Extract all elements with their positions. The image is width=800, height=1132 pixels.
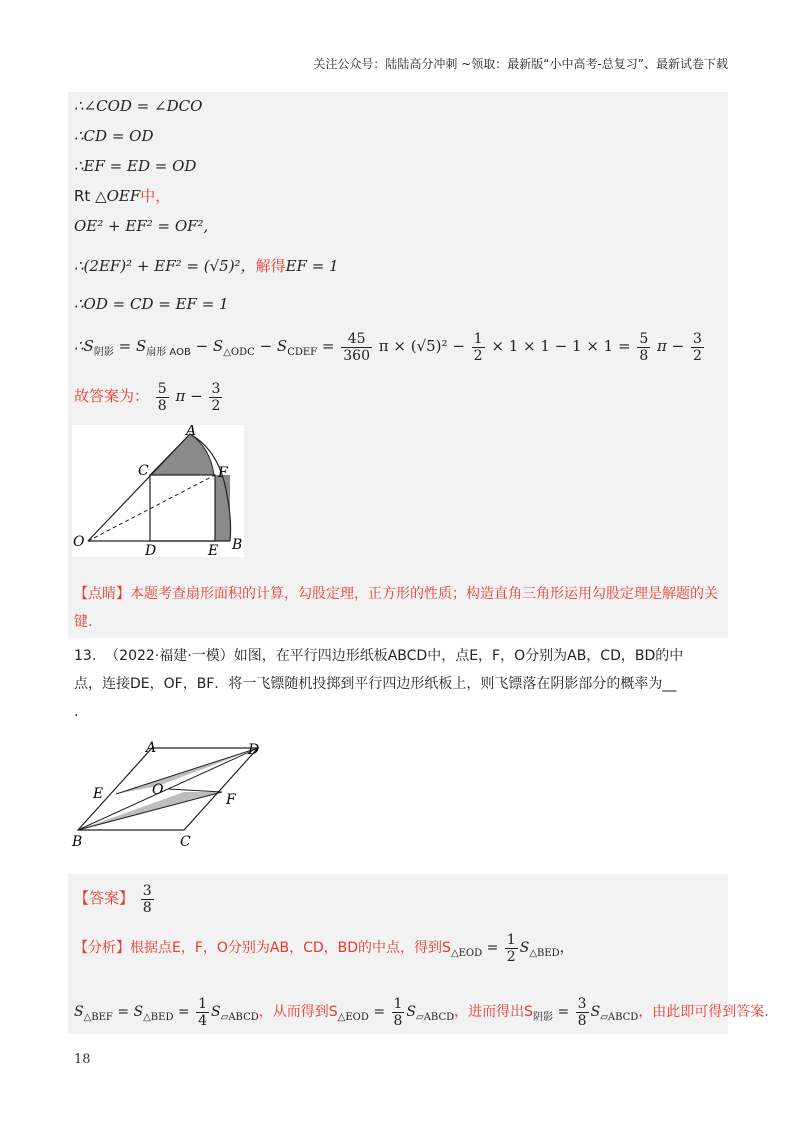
sub-bef: △BEF bbox=[83, 1011, 113, 1023]
answer-pi: π − bbox=[175, 387, 203, 405]
s-tri: − S bbox=[195, 337, 224, 355]
analysis-line-1 bbox=[74, 930, 574, 972]
s-abcd-1: S bbox=[211, 1004, 221, 1020]
solution-line-4 bbox=[74, 186, 170, 206]
frac-den: 8 bbox=[577, 1012, 587, 1029]
rt-label: Rt bbox=[74, 187, 91, 205]
sub-abcd-1: ▱ABCD bbox=[220, 1011, 259, 1023]
fraction-quarter bbox=[196, 996, 209, 1029]
question-source: （2022·福建·一模） bbox=[105, 648, 234, 664]
frac-num: 5 bbox=[157, 380, 167, 397]
label-a: A bbox=[186, 425, 197, 439]
frac-den: 2 bbox=[506, 948, 516, 965]
label-b: B bbox=[232, 537, 243, 553]
sub-bed: △BED bbox=[529, 947, 560, 959]
label-f: F bbox=[218, 465, 228, 481]
frac-den: 2 bbox=[693, 347, 702, 364]
page-number: 18 bbox=[74, 1052, 91, 1067]
result-6: EF = 1 bbox=[285, 257, 339, 275]
fraction-eighth bbox=[392, 996, 405, 1029]
question-text-2: 点，连接DE，OF，BF．将一飞镖随机投掷到平行四边形纸板上，则飞镖落在阴影部分的概率为__ bbox=[74, 676, 677, 692]
fraction-3-2 bbox=[691, 331, 704, 364]
sector-figure bbox=[72, 425, 244, 557]
eq-2: = bbox=[177, 1004, 190, 1020]
label-f: F bbox=[226, 792, 236, 808]
sub-sector: 扇形 AOB bbox=[146, 347, 191, 358]
analysis-text-3: ，进而得出S bbox=[454, 1004, 534, 1020]
label-d: D bbox=[248, 742, 260, 758]
frac-den: 360 bbox=[343, 347, 370, 364]
eq-sign: = bbox=[321, 337, 335, 355]
answer-line bbox=[74, 378, 224, 414]
s-bed: S bbox=[519, 940, 530, 956]
label-o: O bbox=[152, 782, 164, 798]
s-abcd-2: S bbox=[406, 1004, 417, 1020]
frac-den: 8 bbox=[639, 347, 649, 364]
eq: = bbox=[486, 940, 499, 956]
frac-num: 1 bbox=[506, 931, 516, 948]
s-shadow: ∴S bbox=[74, 337, 94, 355]
equation-6: ∴(2EF)² + EF² = (√5)²， bbox=[74, 257, 256, 275]
analysis-text-2: ，从而得到S bbox=[258, 1004, 338, 1020]
label-d: D bbox=[145, 543, 157, 557]
s-bef: S bbox=[74, 1004, 84, 1020]
s-sector: = S bbox=[118, 337, 147, 355]
sub-shadow: 阴影 bbox=[93, 347, 114, 358]
label-c: C bbox=[180, 834, 191, 850]
sub-eod-2: △EOD bbox=[337, 1011, 369, 1023]
s-abcd-3: S bbox=[590, 1004, 601, 1020]
solution-line-2: ∴CD = OD bbox=[74, 127, 154, 145]
triangle-label: △OEF bbox=[95, 187, 141, 205]
question-line-1 bbox=[74, 642, 724, 670]
label-a: A bbox=[146, 740, 157, 756]
answer-fraction-3-2 bbox=[209, 381, 222, 414]
sub-abcd-3: ▱ABCD bbox=[600, 1011, 639, 1023]
label-e: E bbox=[93, 786, 104, 802]
frac-den: 2 bbox=[211, 397, 221, 414]
pi-minus: π − bbox=[657, 337, 685, 355]
analysis-tag: 【分析】 bbox=[74, 940, 130, 956]
frac-num: 3 bbox=[142, 882, 152, 899]
answer-label: 故答案为： bbox=[74, 387, 150, 405]
s-bed-2: = S bbox=[117, 1004, 144, 1020]
frac-num: 1 bbox=[393, 995, 403, 1012]
frac-den: 8 bbox=[393, 1012, 403, 1029]
frac-den: 8 bbox=[142, 899, 152, 916]
sub-bed-2: △BED bbox=[143, 1011, 174, 1023]
eq-3: = bbox=[373, 1004, 386, 1020]
answer-fraction bbox=[141, 883, 154, 916]
frac-num: 3 bbox=[211, 380, 221, 397]
zhong-label: 中， bbox=[140, 187, 171, 205]
sub-tri: △ODC bbox=[223, 347, 255, 358]
solution-line-3: ∴EF = ED = OD bbox=[74, 157, 197, 175]
question-text-3: . bbox=[74, 704, 79, 720]
solution-line-5: OE² + EF² = OF², bbox=[74, 217, 209, 235]
analysis-line-2 bbox=[74, 994, 769, 1036]
frac-num: 3 bbox=[693, 330, 702, 347]
solution-line-8 bbox=[74, 328, 706, 371]
frac-den: 2 bbox=[473, 347, 483, 364]
frac-num: 3 bbox=[577, 995, 587, 1012]
question-13 bbox=[74, 642, 724, 726]
label-o: O bbox=[73, 534, 85, 550]
segment-of bbox=[168, 789, 222, 792]
parallelogram-figure bbox=[68, 738, 268, 850]
comment-text: 本题考查扇形面积的计算，勾股定理，正方形的性质；构造直角三角形运用勾股定理是解题的关键. bbox=[74, 586, 718, 630]
sub-eod: △EOD bbox=[450, 947, 483, 959]
fraction-1-2 bbox=[472, 331, 485, 364]
comma: ， bbox=[559, 940, 574, 956]
analysis-text-1: 根据点E，F，O分别为AB，CD，BD的中点，得到S bbox=[130, 940, 451, 956]
sub-sq: CDEF bbox=[287, 347, 318, 358]
page-header: 关注公众号：陆陆高分冲刺 ~领取：最新版“小中高考-总复习”、最新试卷下载 bbox=[313, 57, 728, 71]
question-text-1: 如图，在平行四边形纸板ABCD中，点E，F，O分别为AB，CD，BD的中 bbox=[233, 648, 684, 664]
frac-num: 1 bbox=[198, 995, 208, 1012]
comment-tag: 【点睛】 bbox=[74, 586, 130, 602]
mid-expr: π × (√5)² − bbox=[378, 337, 465, 355]
frac-den: 4 bbox=[198, 1012, 208, 1029]
comment-paragraph bbox=[74, 580, 724, 636]
solve-label: 解得 bbox=[255, 257, 286, 275]
eq-4: = bbox=[557, 1004, 570, 1020]
fraction-45-360 bbox=[341, 331, 372, 364]
solution-line-1: ∴∠COD = ∠DCO bbox=[74, 97, 203, 115]
solution-line-6 bbox=[74, 256, 339, 276]
question-number: 13. bbox=[74, 648, 97, 664]
answer-block bbox=[74, 880, 156, 916]
tail-expr: × 1 × 1 − 1 × 1 = bbox=[491, 337, 631, 355]
solution-line-7: ∴OD = CD = EF = 1 bbox=[74, 295, 229, 313]
shaded-region-right bbox=[215, 475, 230, 541]
answer-tag: 【答案】 bbox=[74, 889, 135, 907]
fraction-5-8 bbox=[637, 331, 650, 364]
frac-num: 45 bbox=[341, 331, 372, 348]
analysis-text-4: ，由此即可得到答案. bbox=[638, 1004, 769, 1020]
label-b: B bbox=[72, 834, 83, 850]
sub-shadow-2: 阴影 bbox=[533, 1011, 554, 1023]
answer-fraction-5-8 bbox=[156, 381, 169, 414]
label-c: C bbox=[138, 463, 149, 479]
frac-num: 1 bbox=[473, 330, 483, 347]
frac-den: 8 bbox=[157, 397, 167, 414]
label-e: E bbox=[208, 543, 219, 557]
fraction-three-eighths bbox=[576, 996, 589, 1029]
sub-abcd-2: ▱ABCD bbox=[416, 1011, 455, 1023]
fraction-half bbox=[505, 932, 518, 965]
frac-num: 5 bbox=[639, 330, 649, 347]
s-sq: − S bbox=[259, 337, 288, 355]
